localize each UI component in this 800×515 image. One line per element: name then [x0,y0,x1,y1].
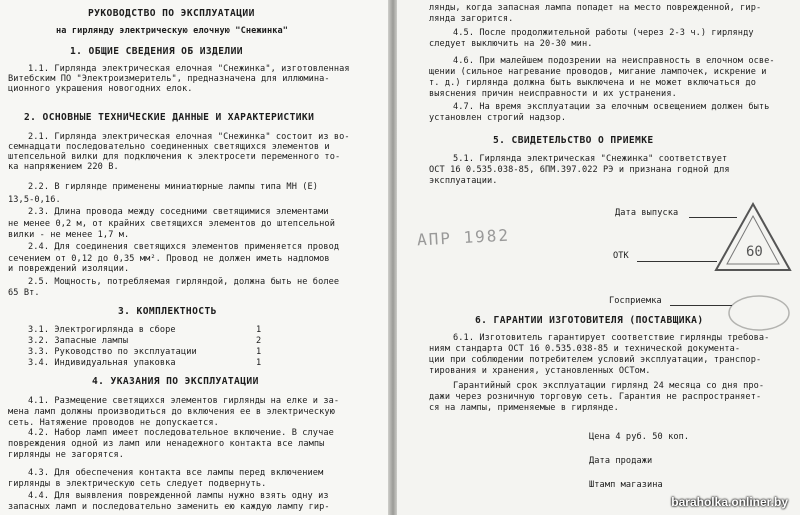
text-line: сечением от 0,12 до 0,35 мм². Провод не должен иметь надломов [8,254,330,264]
text-line: ционного украшения новогодних елок. [8,84,193,94]
kit-item-qty: 2 [256,336,262,346]
text-line: т. д.) гирлянда должна быть выключена и не может включаться до [429,78,756,88]
text-line: Гарантийный срок эксплуатации гирлянд 24 месяца со дня про- [453,381,765,391]
text-line: тирования и хранения, установленных ОСТом. [429,366,651,376]
text-line: 2.3. Длина провода между соседними светящимися элементами [28,207,329,217]
text-line: ниям стандарта ОСТ 16 0.535.038-85 и технической документа- [429,344,741,354]
kit-item-name: 3.3. Руководство по эксплуатации [28,347,197,357]
otk-triangle-stamp [712,200,794,274]
text-line: ции при соблюдении потребителем условий эксплуатации, транспор- [429,355,762,365]
text-line: 1.1. Гирлянда электрическая елочная "Снежинка", изготовленная [28,64,350,74]
text-line: 2.5. Мощность, потребляемая гирляндой, должна быть не более [28,277,340,287]
text-line: 65 Вт. [8,288,40,298]
section-1-heading: 1. ОБЩИЕ СВЕДЕНИЯ ОБ ИЗДЕЛИИ [70,46,243,57]
text-line: 4.2. Набор ламп имеет последовательное включение. В случае [28,428,334,438]
text-line: лянды, когда запасная лампа попадет на место поврежденной, гир- [429,3,762,13]
text-line: и повреждений изоляции. [8,264,130,274]
text-line: 4.6. При малейшем подозрении на неисправность в елочном осве- [453,56,775,66]
text-line: запасных ламп и последовательно заменить ею каждую лампу гир- [8,502,330,512]
otk-line [637,261,717,262]
text-line: щении (сильное нагревание проводов, мигание лампочек, искрение и [429,67,767,77]
stamp-number: 60 [746,244,763,260]
right-page [397,0,800,515]
text-line: ся на лампы, применяемые в гирлянде. [429,403,619,413]
text-line: выяснения причин неисправности и их устранения. [429,89,677,99]
text-line: штепсельной вилки для подключения к электросети переменного то- [8,152,341,162]
otk-label: ОТК [613,251,629,261]
text-line: 2.1. Гирлянда электрическая елочная "Снежинка" состоит из во- [28,132,350,142]
section-5-heading: 5. СВИДЕТЕЛЬСТВО О ПРИЕМКЕ [493,135,654,146]
manual-subtitle: на гирлянду электрическую елочную "Снежинка" [56,26,289,36]
text-line: мена ламп должны производиться до включения ее в электрическую [8,407,335,417]
text-line: 4.4. Для выявления поврежденной лампы нужно взять одну из [28,491,329,501]
text-line: 4.3. Для обеспечения контакта все лампы перед включением [28,468,324,478]
release-date-stamp: АПР 1982 [416,225,511,250]
section-4-heading: 4. УКАЗАНИЯ ПО ЭКСПЛУАТАЦИИ [92,376,259,387]
text-line: 4.1. Размещение светящихся элементов гирлянды на елке и за- [28,396,340,406]
kit-item-name: 3.4. Индивидуальная упаковка [28,358,176,368]
sale-date-label: Дата продажи [589,456,653,466]
gospriemka-line [670,305,732,306]
text-line: 4.7. На время эксплуатации за елочным освещением должен быть [453,102,770,112]
text-line: эксплуатации. [429,176,498,186]
source-watermark: baraholka.onliner.by [671,495,788,509]
manual-title: РУКОВОДСТВО ПО ЭКСПЛУАТАЦИИ [88,8,255,19]
text-line: лянда загорится. [429,14,514,24]
text-line: Витебским ПО "Электроизмеритель", предназначена для иллюмина- [8,74,330,84]
text-line: дажи через розничную торговую сеть. Гарантия не распространяет- [429,392,762,402]
text-line: установлен строгий надзор. [429,113,567,123]
text-line: не менее 0,2 м, от крайних светящихся элементов до штепсельной [8,219,335,229]
text-line: ка напряжением 220 В. [8,162,119,172]
kit-item-name: 3.1. Электрогирлянда в сборе [28,325,176,335]
section-6-heading: 6. ГАРАНТИИ ИЗГОТОВИТЕЛЯ (ПОСТАВЩИКА) [475,315,704,326]
kit-item-qty: 1 [256,347,262,357]
text-line: 5.1. Гирлянда электрическая "Снежинка" соответствует [453,154,728,164]
text-line: повреждения одной из ламп или ненадежного контакта все лампы [8,439,325,449]
text-line: ОСТ 16 0.535.038-85, 6ПМ.397.022 РЭ и признана годной для [429,165,730,175]
text-line: 13,5-0,16. [8,195,61,205]
text-line: 2.2. В гирлянде применены миниатюрные лампы типа МН (Е) [28,182,319,192]
price: Цена 4 руб. 50 коп. [589,432,690,442]
kit-item-qty: 1 [256,358,262,368]
shop-stamp-label: Штамп магазина [589,480,663,490]
section-3-heading: 3. КОМПЛЕКТНОСТЬ [118,306,217,317]
text-line: семнадцати последовательно соединенных светящихся элементов и [8,142,330,152]
text-line: следует выключить на 20-30 мин. [429,39,593,49]
section-2-heading: 2. ОСНОВНЫЕ ТЕХНИЧЕСКИЕ ДАННЫЕ И ХАРАКТЕРИСТИКИ [24,112,315,123]
text-line: 6.1. Изготовитель гарантирует соответствие гирлянды требова- [453,333,770,343]
text-line: вилки - не менее 1,7 м. [8,230,130,240]
kit-item-qty: 1 [256,325,262,335]
text-line: гирлянды не загорятся. [8,450,125,460]
text-line: 4.5. После продолжительной работы (через 2-3 ч.) гирлянду [453,28,754,38]
left-page [0,0,393,515]
release-date-label: Дата выпуска [615,208,679,218]
text-line: сеть. Натяжение проводов не допускается. [8,418,219,428]
gospriemka-label: Госприемка [609,296,662,306]
faint-circle-stamp-icon [725,293,797,333]
text-line: 2.4. Для соединения светящихся элементов применяется провод [28,242,340,252]
kit-item-name: 3.2. Запасные лампы [28,336,129,346]
text-line: гирлянды в электрическую сеть следует подвернуть. [8,479,267,489]
